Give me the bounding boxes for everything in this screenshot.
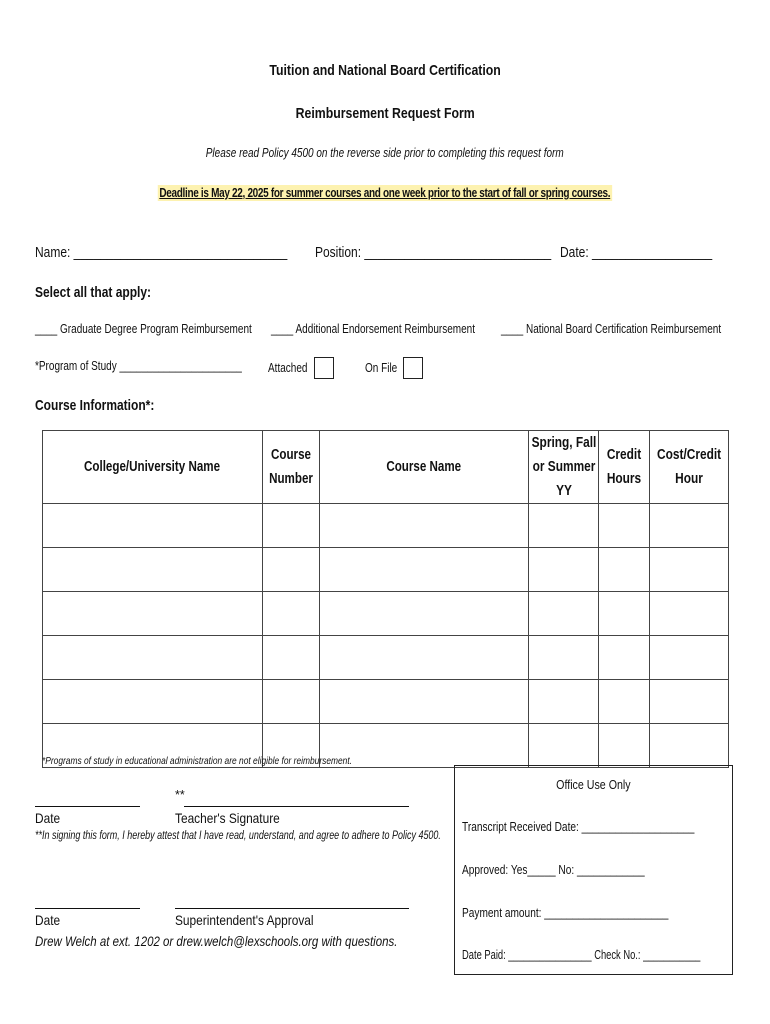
cell[interactable] xyxy=(650,680,729,724)
date-field[interactable]: Date: __________________ xyxy=(560,244,713,261)
cell[interactable] xyxy=(320,680,529,724)
date-paid-field[interactable]: Date Paid: ________________ Check No.: ___________ xyxy=(462,947,701,962)
superintendent-line[interactable] xyxy=(175,908,409,909)
col-credit-hours: Credit Hours xyxy=(599,431,650,504)
form-title: Tuition and National Board Certification xyxy=(269,62,501,79)
cell[interactable] xyxy=(43,680,263,724)
cell[interactable] xyxy=(43,548,263,592)
programs-note: *Programs of study in educational administration are not eligible for reimbursement. xyxy=(42,755,353,767)
col-course-name: Course Name xyxy=(320,431,529,504)
cell[interactable] xyxy=(263,592,320,636)
option-additional-endorsement[interactable]: ____ Additional Endorsement Reimbursement xyxy=(271,322,476,336)
form-subtitle: Reimbursement Request Form xyxy=(295,105,475,122)
signature-asterisks: ** xyxy=(175,788,185,802)
date-label-1: Date xyxy=(35,810,61,826)
on-file-checkbox[interactable] xyxy=(403,357,423,379)
cell[interactable] xyxy=(650,636,729,680)
cell[interactable] xyxy=(650,592,729,636)
attest-text: **In signing this form, I hereby attest that I have read, understand, and agree to adhere to Policy 4500. xyxy=(35,830,441,842)
cell[interactable] xyxy=(263,636,320,680)
date-label-2: Date xyxy=(35,912,61,928)
col-cost-credit: Cost/Credit Hour xyxy=(650,431,729,504)
cell[interactable] xyxy=(599,680,650,724)
payment-amount-field[interactable]: Payment amount: ______________________ xyxy=(462,905,669,920)
instruction-text: Please read Policy 4500 on the reverse side prior to completing this request form xyxy=(206,146,564,160)
cell[interactable] xyxy=(650,548,729,592)
program-of-study-field[interactable]: *Program of Study ______________________ xyxy=(35,359,242,373)
office-use-box xyxy=(454,765,733,975)
attached-label: Attached xyxy=(268,361,308,375)
approved-field[interactable]: Approved: Yes_____ No: ____________ xyxy=(462,862,645,877)
col-term: Spring, Fall or Summer YY xyxy=(529,431,599,504)
cell[interactable] xyxy=(320,592,529,636)
course-table-header xyxy=(43,431,729,504)
position-field[interactable]: Position: ____________________________ xyxy=(315,244,552,261)
on-file-label: On File xyxy=(365,361,398,375)
cell[interactable] xyxy=(43,636,263,680)
course-info-heading: Course Information*: xyxy=(35,397,155,414)
cell[interactable] xyxy=(529,724,599,768)
name-field[interactable]: Name: ________________________________ xyxy=(35,244,288,261)
table-row xyxy=(43,548,729,592)
table-row xyxy=(43,592,729,636)
col-course-number: Course Number xyxy=(263,431,320,504)
option-national-board[interactable]: ____ National Board Certification Reimbursement xyxy=(501,322,722,336)
col-college: College/University Name xyxy=(43,431,263,504)
cell[interactable] xyxy=(529,548,599,592)
cell[interactable] xyxy=(599,548,650,592)
cell[interactable] xyxy=(43,504,263,548)
deadline-notice: Deadline is May 22, 2025 for summer courses and one week prior to the start of fall or spring courses. xyxy=(159,186,611,200)
cell[interactable] xyxy=(263,548,320,592)
cell[interactable] xyxy=(599,504,650,548)
cell[interactable] xyxy=(529,592,599,636)
date-line-1[interactable] xyxy=(35,806,140,807)
cell[interactable] xyxy=(529,636,599,680)
teacher-signature-line[interactable] xyxy=(184,806,409,807)
cell[interactable] xyxy=(650,504,729,548)
date-line-2[interactable] xyxy=(35,908,140,909)
cell[interactable] xyxy=(320,636,529,680)
cell[interactable] xyxy=(263,504,320,548)
select-all-heading: Select all that apply: xyxy=(35,284,152,301)
option-graduate-degree[interactable]: ____ Graduate Degree Program Reimbursement xyxy=(35,322,252,336)
office-use-title: Office Use Only xyxy=(555,777,631,792)
cell[interactable] xyxy=(650,724,729,768)
cell[interactable] xyxy=(599,724,650,768)
cell[interactable] xyxy=(599,636,650,680)
attached-checkbox[interactable] xyxy=(314,357,334,379)
cell[interactable] xyxy=(529,504,599,548)
superintendent-label: Superintendent's Approval xyxy=(175,912,314,928)
table-row xyxy=(43,680,729,724)
cell[interactable] xyxy=(320,548,529,592)
cell[interactable] xyxy=(263,680,320,724)
course-table xyxy=(42,430,729,768)
transcript-received-field[interactable]: Transcript Received Date: ____________________ xyxy=(462,819,695,834)
cell[interactable] xyxy=(320,504,529,548)
table-row xyxy=(43,504,729,548)
cell[interactable] xyxy=(43,592,263,636)
table-row xyxy=(43,636,729,680)
cell[interactable] xyxy=(599,592,650,636)
teacher-signature-label: Teacher's Signature xyxy=(175,810,280,826)
cell[interactable] xyxy=(529,680,599,724)
contact-text: Drew Welch at ext. 1202 or drew.welch@lexschools.org with questions. xyxy=(35,933,398,949)
